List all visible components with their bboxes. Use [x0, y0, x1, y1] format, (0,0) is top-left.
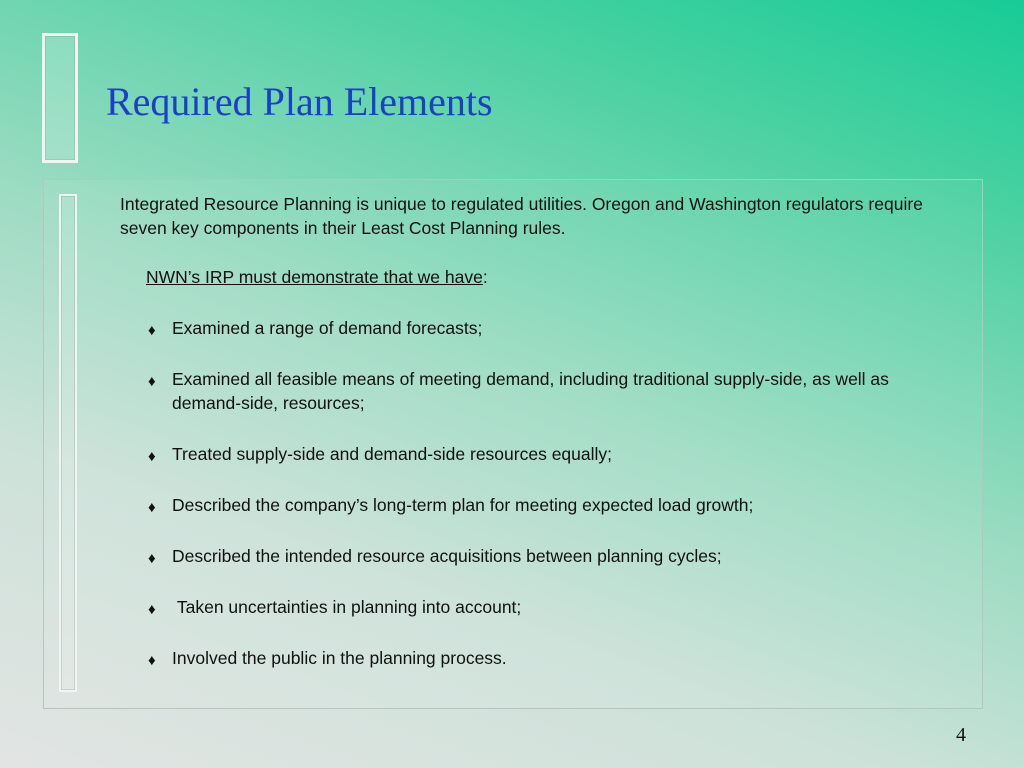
page-number: 4	[956, 724, 966, 746]
slide-title: Required Plan Elements	[106, 79, 493, 124]
list-item-text: Described the intended resource acquisitions between planning cycles;	[172, 546, 722, 566]
subheading-suffix: :	[482, 267, 488, 287]
title-accent-bar	[42, 33, 78, 163]
list-item-text: Involved the public in the planning process.	[172, 648, 507, 668]
intro-paragraph: Integrated Resource Planning is unique to regulated utilities. Oregon and Washington regulators require seven key components in their Least Cost Planning rules.	[120, 194, 923, 238]
diamond-bullet-icon: ♦	[148, 499, 156, 516]
list-item	[146, 544, 936, 568]
list-item	[146, 367, 936, 415]
requirements-list	[146, 316, 936, 697]
list-item	[146, 442, 936, 466]
diamond-bullet-icon: ♦	[148, 448, 156, 465]
diamond-bullet-icon: ♦	[148, 601, 156, 618]
list-item-text: Taken uncertainties in planning into account;	[172, 597, 522, 617]
list-item-text: Examined a range of demand forecasts;	[172, 318, 483, 338]
list-item-text: Described the company’s long-term plan for meeting expected load growth;	[172, 495, 754, 515]
list-item-text: Treated supply-side and demand-side resources equally;	[172, 444, 613, 464]
list-item	[146, 316, 936, 340]
list-item	[146, 646, 936, 670]
subheading	[146, 265, 488, 289]
diamond-bullet-icon: ♦	[148, 322, 156, 339]
content-accent-bar	[59, 194, 77, 692]
diamond-bullet-icon: ♦	[148, 652, 156, 669]
subheading-underlined-text: NWN’s IRP must demonstrate that we have	[146, 267, 483, 287]
diamond-bullet-icon: ♦	[148, 373, 156, 390]
list-item	[146, 493, 936, 517]
list-item	[146, 595, 936, 619]
diamond-bullet-icon: ♦	[148, 550, 156, 567]
list-item-text: Examined all feasible means of meeting demand, including traditional supply-side, as well as demand-side, resources;	[172, 369, 889, 413]
